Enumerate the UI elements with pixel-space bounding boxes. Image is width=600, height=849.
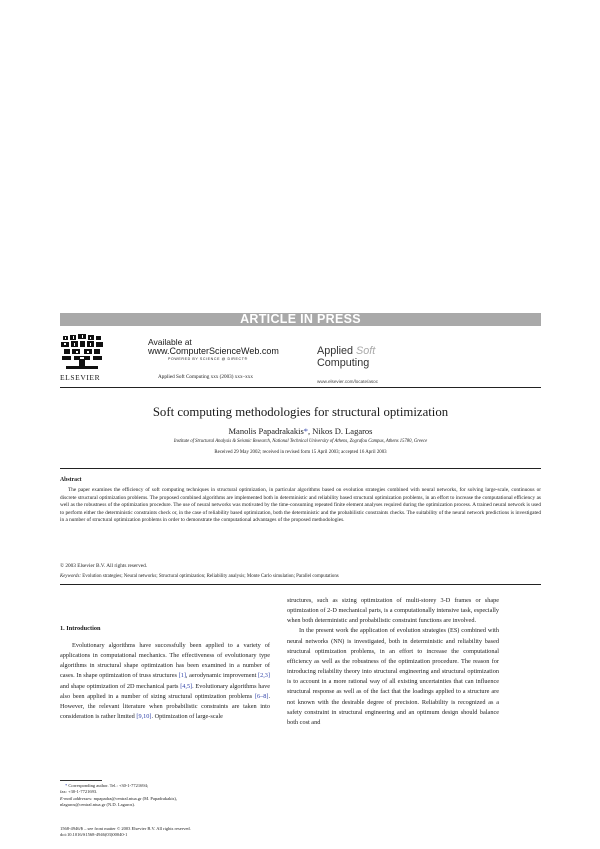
- journal-name-soft: Soft: [356, 345, 376, 357]
- author-affiliation: Institute of Structural Analysis & Seismic Research, National Technical University of Athens, Zografou Campus, Athens 15780, Greece: [173, 439, 428, 444]
- footnote-block: [60, 783, 270, 809]
- author-name[interactable]: Nikos D. Lagaros: [312, 426, 373, 436]
- journal-logo: [317, 346, 375, 369]
- abstract-body: [60, 487, 541, 525]
- article-title: Soft computing methodologies for structural optimization: [152, 405, 449, 419]
- citation-link[interactable]: [9,10]: [136, 713, 152, 721]
- keywords-list: Evolution strategies; Neural networks; Structural optimization; Reliability analysis; Monte Carlo simulation; Parallel computations: [81, 574, 339, 579]
- author-list: [60, 426, 541, 436]
- author-name[interactable]: Manolis Papadrakakis: [228, 426, 304, 436]
- footnote-fax: fax: +30-1-7721693.: [60, 789, 98, 795]
- email-label: E-mail addresses:: [60, 795, 93, 801]
- abstract-divider-top: [60, 468, 541, 469]
- article-in-press-banner: ARTICLE IN PRESS: [60, 313, 541, 326]
- journal-url[interactable]: www.elsevier.com/locate/asoc: [317, 379, 379, 384]
- intro-paragraph: Evolutionary algorithms have successfully been applied to a variety of applications in computational mechanics. The effectiveness of evolutionary type algorithms in structural shape optimization has been examined in a number of cases. In shape optimization of truss structures [1], aerodynamic improvement [2,3] and shape optimization of 2D mechanical parts [4,5]. Evolutionary algorithms have also been applied in a number of sizing structural optimization problems [6–8]. However, the relevant literature when probabilistic constraints are taken into consideration is rather limited [9,10]. Optimization of large-scale: [60, 642, 270, 721]
- left-column: [60, 641, 270, 722]
- issn-line: 1568-4946/$ – see front matter © 2003 Elsevier B.V. All rights reserved.: [60, 826, 191, 831]
- journal-name-applied: Applied: [317, 345, 354, 357]
- keywords-line: [60, 574, 541, 580]
- copyright-line: © 2003 Elsevier B.V. All rights reserved.: [60, 563, 148, 569]
- powered-by-sciencedirect: POWERED BY SCIENCE @ DIRECT®: [168, 357, 248, 361]
- section-heading-introduction: 1. Introduction: [60, 625, 101, 632]
- journal-name-computing: Computing: [317, 356, 370, 369]
- author-separator: ,: [308, 426, 313, 436]
- computer-science-web-link[interactable]: www.ComputerScienceWeb.com: [148, 346, 279, 356]
- citation-link[interactable]: [6–8]: [254, 692, 269, 700]
- page-footer: [60, 826, 191, 839]
- citation-link[interactable]: [4,5]: [180, 682, 193, 690]
- corresponding-author-mark[interactable]: *: [303, 426, 309, 436]
- article-dates: Received 29 May 2002; received in revised form 15 April 2003; accepted 16 April 2003: [214, 450, 387, 455]
- footnote-mark: *: [65, 783, 68, 788]
- abstract-paragraph: The paper examines the efficiency of soft computing techniques in structural optimization, in particular algorithms based on evolution strategies combined with neural networks, for solving large-scale, continuous or discrete structural optimization problems. The proposed combined algorithms are implemented both in deterministic and reliability based structural optimization problems, in an effort to increase the computational efficiency as well as the robustness of the optimization procedure. The use of neural networks was motivated by the time-consuming repeated finite element analyses required during the optimization process. A trained neural network is used to perform either the deterministic constraints check or, in the case of reliability based optimization, both the deterministic and the probabilistic constraints checks. The suitability of the neural network predictions is investigated in a number of structural optimization problems in order to demonstrate the computational advantages of the proposed methodologies.: [60, 487, 541, 524]
- elsevier-wordmark: ELSEVIER: [60, 373, 101, 382]
- available-at-label: Available at: [148, 337, 192, 347]
- intro-paragraph: In the present work the application of evolution strategies (ES) combined with neural networks (NN) is investigated, both in deterministic and reliability based structural optimization problems, in an effort to increase the computational efficiency as well as the robustness of the optimization procedure. The reason for introducing reliability theory into structural engineering and structural optimization is to account in a more rational way of all existing uncertainties that can influence structural response as well as of the fact that the loadings applied to a structure are not known with the desirable degree of precision. Reliability is recognized as a safety constraint in structural engineering and an optimum design should balance both cost and: [287, 627, 499, 726]
- email-link[interactable]: nlagaros@central.ntua.gr (N.D. Lagaros).: [60, 802, 135, 808]
- header-divider: [60, 387, 541, 388]
- abstract-heading: Abstract: [60, 477, 82, 483]
- journal-citation: Applied Soft Computing xxx (2003) xxx–xxx: [158, 374, 253, 380]
- citation-link[interactable]: [1]: [178, 672, 186, 680]
- doi-line[interactable]: doi:10.1016/S1568-4946(03)00040-1: [60, 832, 128, 838]
- right-column: [287, 596, 499, 728]
- keywords-label: Keywords:: [60, 574, 82, 579]
- footnote-divider: [60, 780, 102, 781]
- citation-link[interactable]: [2,3]: [258, 672, 270, 680]
- elsevier-tree-logo: [60, 334, 104, 372]
- email-link[interactable]: mpapadra@central.ntua.gr (M. Papadrakakis),: [92, 795, 177, 801]
- abstract-divider-bottom: [60, 584, 541, 585]
- footnote-corresponding: * Corresponding author. Tel.: +30-1-7721694;: [65, 783, 149, 788]
- intro-paragraph-continued: structures, such as sizing optimization of multi-storey 3-D frames or shape optimization of 2-D mechanical parts, is a computationally intensive task, especially when both deterministic and probabilistic constraint functions are involved.: [287, 597, 499, 625]
